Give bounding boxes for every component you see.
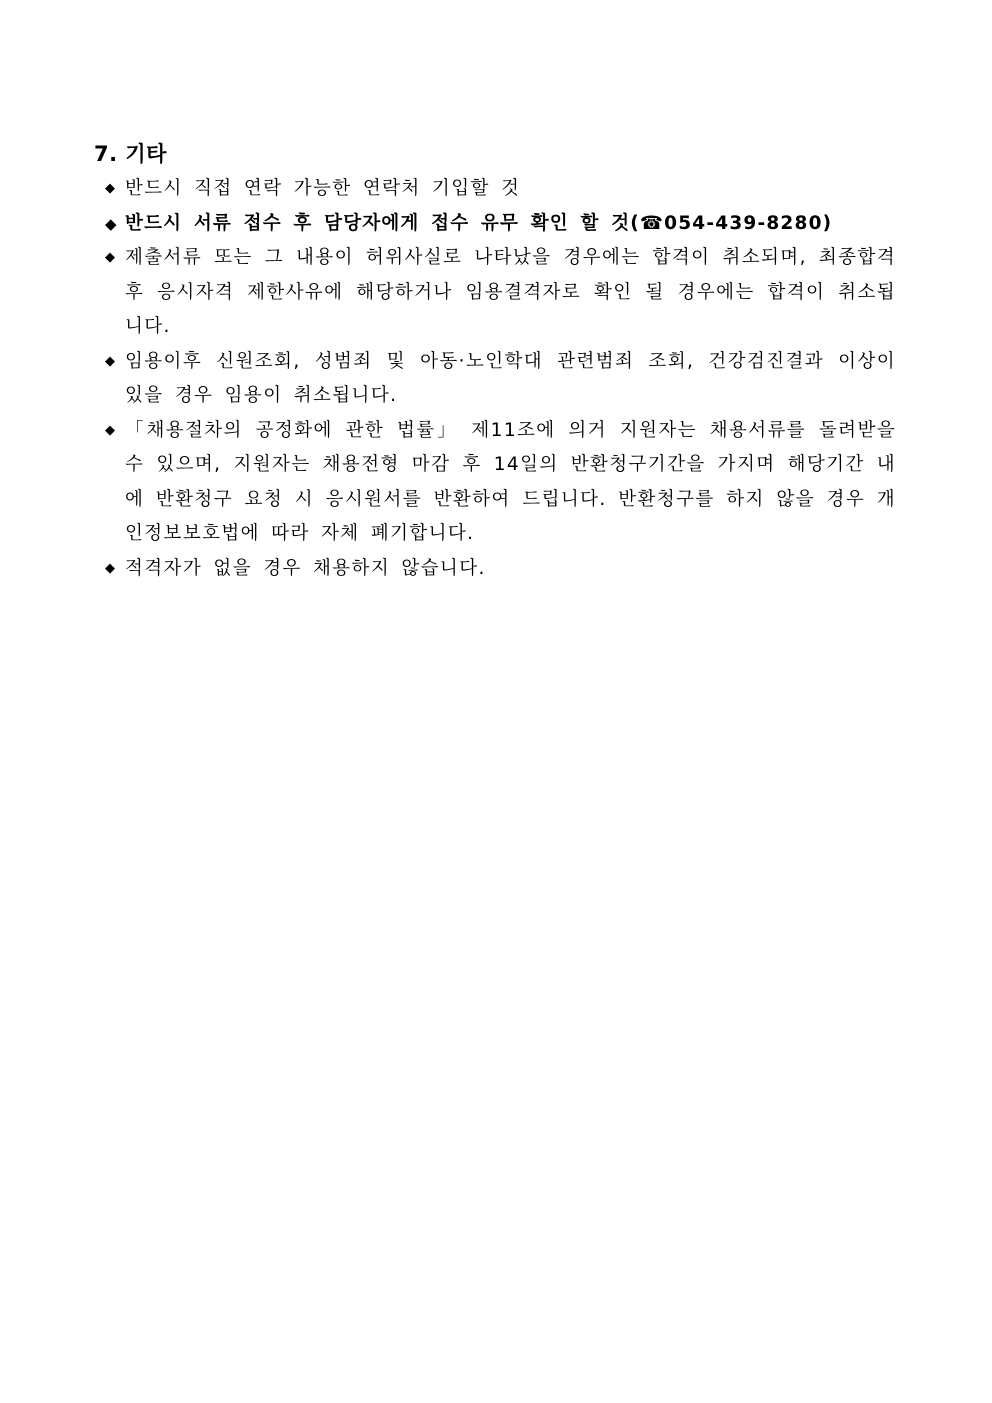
notice-item-background-check — [94, 345, 896, 414]
diamond-bullet-icon: ◆ — [105, 353, 117, 369]
notice-item-text: 「채용절차의 공정화에 관한 법률」 제11조에 의거 지원자는 채용서류를 돌려받을 수 있으며, 지원자는 채용전형 마감 후 14일의 반환청구기간을 가지며 해당기간 내에 반환청구 요청 시 응시원서를 반환하여 드립니다. 반환청구를 하지 않을 경우 개인정보보호법에 따라 자체 폐기합니다. — [125, 419, 896, 544]
diamond-bullet-icon: ◆ — [105, 181, 117, 196]
notice-item-contact — [94, 172, 896, 207]
notice-item-text: 반드시 서류 접수 후 담당자에게 접수 유무 확인 할 것(☎054-439-8280) — [125, 212, 833, 234]
section-other — [94, 138, 896, 586]
section-title: 7. 기타 — [94, 142, 167, 166]
notice-item-text: 적격자가 없을 경우 채용하지 않습니다. — [125, 557, 486, 579]
diamond-bullet-icon: ◆ — [105, 422, 117, 438]
notice-item-text: 제출서류 또는 그 내용이 허위사실로 나타났을 경우에는 합격이 취소되며, 최종합격 후 응시자격 제한사유에 해당하거나 임용결격자로 확인 될 경우에는 합격이 취소됩니다. — [125, 247, 896, 337]
notice-item-no-qualified — [94, 552, 896, 587]
notice-item-false-documents — [94, 241, 896, 345]
notice-list — [94, 172, 896, 586]
notice-item-text: 임용이후 신원조회, 성범죄 및 아동·노인학대 관련범죄 조회, 건강검진결과 이상이 있을 경우 임용이 취소됩니다. — [125, 350, 896, 406]
diamond-bullet-icon: ◆ — [105, 214, 118, 233]
diamond-bullet-icon: ◆ — [105, 560, 117, 576]
notice-item-confirm-receipt — [94, 207, 896, 242]
notice-item-document-return — [94, 414, 896, 552]
notice-item-text: 반드시 직접 연락 가능한 연락처 기입할 것 — [125, 178, 521, 199]
diamond-bullet-icon: ◆ — [105, 250, 117, 265]
